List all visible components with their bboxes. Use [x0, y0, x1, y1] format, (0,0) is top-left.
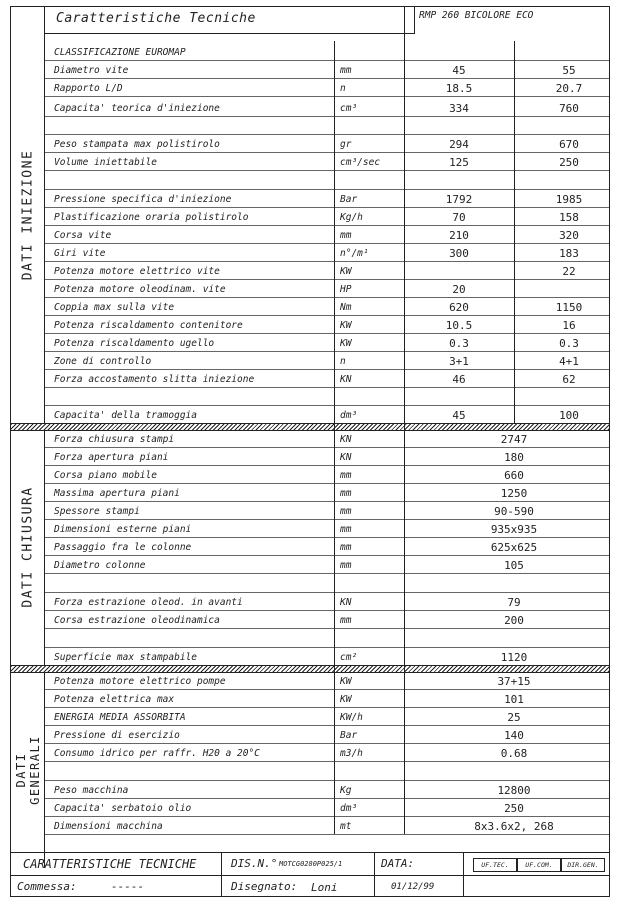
row-label: Capacita' serbatoio olio — [54, 803, 192, 814]
approval-box: UF.TEC. — [473, 858, 517, 872]
row-value-screw-2: 0.3 — [559, 337, 579, 350]
row-value-screw-1: 125 — [449, 156, 469, 169]
row-unit: m3/h — [340, 748, 363, 759]
section-divider — [11, 423, 609, 431]
row-value: 660 — [504, 469, 524, 482]
column-rule — [514, 41, 515, 423]
row-unit: mm — [340, 615, 352, 626]
row-value: 37+15 — [497, 675, 531, 688]
row-value-screw-1: 1792 — [445, 193, 473, 206]
row-label: Capacita' teorica d'iniezione — [54, 103, 220, 114]
row-value: 25 — [507, 711, 521, 724]
table-row — [44, 447, 609, 466]
commessa-value: ----- — [111, 880, 145, 893]
column-rule — [334, 41, 335, 834]
table-row — [44, 483, 609, 502]
row-unit: cm³ — [340, 103, 358, 114]
table-row — [44, 610, 609, 629]
row-label: Pressione specifica d'iniezione — [54, 194, 232, 205]
row-label: Dimensioni macchina — [54, 821, 163, 832]
row-value-screw-2: 100 — [559, 409, 579, 422]
date-label: DATA: — [381, 857, 415, 870]
row-value-screw-2: 16 — [562, 319, 576, 332]
table-row — [44, 725, 609, 744]
table-row — [44, 501, 609, 520]
table-row — [44, 243, 609, 262]
table-row — [44, 405, 609, 424]
table-row — [44, 519, 609, 538]
row-unit: mm — [340, 488, 352, 499]
model-name: RMP 260 BICOLORE ECO — [419, 10, 534, 21]
row-value: 200 — [504, 614, 524, 627]
row-value-screw-1: 45 — [452, 409, 466, 422]
section-divider — [11, 665, 609, 673]
row-label: Diametro colonne — [54, 560, 146, 571]
row-value: 1250 — [500, 487, 528, 500]
row-label: Peso macchina — [54, 785, 129, 796]
row-value: 250 — [504, 802, 524, 815]
row-unit: Kg/h — [340, 212, 363, 223]
row-unit: mm — [340, 560, 352, 571]
row-unit: dm³ — [340, 803, 358, 814]
table-row — [44, 465, 609, 484]
row-value-screw-2: 760 — [559, 102, 579, 115]
row-unit: mm — [340, 230, 352, 241]
row-value: 101 — [504, 693, 524, 706]
row-value-screw-2: 670 — [559, 138, 579, 151]
table-row — [44, 96, 609, 117]
row-value: 8x3.6x2, 268 — [474, 820, 554, 833]
row-value: 140 — [504, 729, 524, 742]
row-value-screw-2: 1985 — [555, 193, 583, 206]
table-row — [44, 816, 609, 835]
row-unit: KW — [340, 266, 352, 277]
row-label: Potenza motore elettrico pompe — [54, 676, 226, 687]
row-unit: n°/m¹ — [340, 248, 369, 259]
row-label: Potenza riscaldamento ugello — [54, 338, 215, 349]
title-box — [44, 7, 415, 34]
row-label: Plastificazione oraria polistirolo — [54, 212, 249, 223]
table-row — [44, 689, 609, 708]
drawn-by-label: Disegnato: — [231, 880, 298, 893]
row-value-screw-2: 62 — [562, 373, 576, 386]
row-label: Corsa vite — [54, 230, 112, 241]
row-label: Pressione di esercizio — [54, 730, 180, 741]
row-value-screw-2: 250 — [559, 156, 579, 169]
table-row — [44, 315, 609, 334]
row-unit: Bar — [340, 730, 358, 741]
row-label: Capacita' della tramoggia — [54, 410, 197, 421]
row-label: Superficie max stampabile — [54, 652, 197, 663]
section-label-clamping: DATI CHIUSURA — [11, 429, 45, 665]
row-label: Potenza motore oleodinam. vite — [54, 284, 226, 295]
row-label: Potenza elettrica max — [54, 694, 175, 705]
table-row — [44, 41, 609, 61]
row-value: 79 — [507, 596, 521, 609]
approval-box: DIR.GEN. — [561, 858, 605, 872]
table-row — [44, 78, 609, 97]
table-row — [44, 780, 609, 799]
row-value-screw-2: 20.7 — [555, 82, 583, 95]
row-value-screw-1: 210 — [449, 229, 469, 242]
drawn-by-value: Loni — [311, 881, 338, 894]
row-unit: dm³ — [340, 410, 358, 421]
row-label: Corsa piano mobile — [54, 470, 157, 481]
row-unit: KN — [340, 597, 352, 608]
row-value-screw-1: 18.5 — [445, 82, 473, 95]
row-label: Forza apertura piani — [54, 452, 169, 463]
row-label: Consumo idrico per raffr. H20 a 20°C — [54, 748, 260, 759]
table-row — [44, 555, 609, 574]
table-row — [44, 189, 609, 208]
row-value: 2747 — [500, 433, 528, 446]
row-value-screw-1: 294 — [449, 138, 469, 151]
row-label: Diametro vite — [54, 65, 129, 76]
row-value: 0.68 — [500, 747, 528, 760]
row-value-screw-2: 183 — [559, 247, 579, 260]
row-label: Rapporto L/D — [54, 83, 123, 94]
row-value-screw-1: 0.3 — [449, 337, 469, 350]
table-row — [44, 761, 609, 781]
row-label: Corsa estrazione oleodinamica — [54, 615, 220, 626]
row-unit: KN — [340, 452, 352, 463]
row-value: 625x625 — [490, 541, 538, 554]
row-label: Coppia max sulla vite — [54, 302, 175, 313]
model-box — [404, 7, 609, 33]
row-value-screw-2: 1150 — [555, 301, 583, 314]
table-row — [44, 207, 609, 226]
row-value: 1120 — [500, 651, 528, 664]
table-row — [44, 387, 609, 406]
row-unit: mm — [340, 542, 352, 553]
row-label: Forza chiusura stampi — [54, 434, 175, 445]
table-row — [44, 671, 609, 690]
table-row — [44, 60, 609, 79]
row-value: 105 — [504, 559, 524, 572]
row-unit: Nm — [340, 302, 352, 313]
row-value-screw-2: 158 — [559, 211, 579, 224]
table-row — [44, 152, 609, 171]
row-value-screw-1: 620 — [449, 301, 469, 314]
row-unit: cm² — [340, 652, 358, 663]
table-row — [44, 707, 609, 726]
table-row — [44, 279, 609, 298]
row-unit: mm — [340, 470, 352, 481]
table-row — [44, 351, 609, 370]
drawing-number-label: DIS.N.° — [231, 857, 278, 870]
row-value-screw-1: 45 — [452, 64, 466, 77]
row-label: Dimensioni esterne piani — [54, 524, 192, 535]
row-label: Peso stampata max polistirolo — [54, 139, 220, 150]
table-row — [44, 225, 609, 244]
row-unit: mm — [340, 524, 352, 535]
row-value-screw-1: 70 — [452, 211, 466, 224]
row-unit: HP — [340, 284, 352, 295]
row-unit: n — [340, 356, 346, 367]
row-value-screw-1: 300 — [449, 247, 469, 260]
row-unit: mt — [340, 821, 352, 832]
row-unit: KN — [340, 434, 352, 445]
table-row — [44, 573, 609, 593]
table-row — [44, 261, 609, 280]
table-row — [44, 537, 609, 556]
row-label: Volume iniettabile — [54, 157, 157, 168]
row-unit: n — [340, 83, 346, 94]
drawing-number: MOTCG0280P025/1 — [279, 860, 343, 868]
table-row — [44, 333, 609, 352]
table-row — [44, 592, 609, 611]
sheet-title: Caratteristiche Tecniche — [56, 11, 256, 26]
table-row — [44, 170, 609, 190]
row-label: CLASSIFICAZIONE EUROMAP — [54, 47, 186, 58]
column-rule — [404, 7, 405, 834]
row-unit: KW — [340, 676, 352, 687]
row-label: Potenza motore elettrico vite — [54, 266, 220, 277]
table-row — [44, 429, 609, 448]
row-label: Passaggio fra le colonne — [54, 542, 192, 553]
row-value-screw-2: 320 — [559, 229, 579, 242]
table-row — [44, 798, 609, 817]
row-unit: mm — [340, 506, 352, 517]
row-value: 12800 — [497, 784, 531, 797]
table-row — [44, 628, 609, 648]
row-unit: KW — [340, 320, 352, 331]
row-unit: Bar — [340, 194, 358, 205]
row-unit: KN — [340, 374, 352, 385]
row-value: 180 — [504, 451, 524, 464]
row-label: Giri vite — [54, 248, 106, 259]
table-row — [44, 743, 609, 762]
row-value-screw-2: 4+1 — [559, 355, 579, 368]
table-row — [44, 134, 609, 153]
row-value-screw-1: 3+1 — [449, 355, 469, 368]
drawing-date: 01/12/99 — [391, 882, 435, 892]
row-unit: mm — [340, 65, 352, 76]
commessa-label: Commessa: — [17, 880, 77, 893]
row-value-screw-1: 20 — [452, 283, 466, 296]
row-unit: KW/h — [340, 712, 363, 723]
row-value-screw-2: 22 — [562, 265, 576, 278]
row-label: Spessore stampi — [54, 506, 140, 517]
row-unit: KW — [340, 338, 352, 349]
row-label: Potenza riscaldamento contenitore — [54, 320, 243, 331]
table-row — [44, 647, 609, 666]
row-value: 90-590 — [494, 505, 534, 518]
row-value: 935x935 — [490, 523, 538, 536]
section-label-injection: DATI INIEZIONE — [11, 7, 45, 423]
approval-box: UF.COM. — [517, 858, 561, 872]
row-unit: KW — [340, 694, 352, 705]
row-value-screw-2: 55 — [562, 64, 576, 77]
title-block — [11, 852, 609, 897]
row-unit: Kg — [340, 785, 352, 796]
row-label: Zone di controllo — [54, 356, 152, 367]
table-row — [44, 297, 609, 316]
table-row — [44, 116, 609, 135]
footer-title: CARATTERISTICHE TECNICHE — [23, 857, 197, 871]
section-label-general: DATI GENERALI — [11, 671, 45, 868]
row-unit: cm³/sec — [340, 157, 381, 168]
table-row — [44, 369, 609, 388]
row-value-screw-1: 46 — [452, 373, 466, 386]
spec-sheet — [10, 6, 610, 897]
row-label: Forza accostamento slitta iniezione — [54, 374, 255, 385]
row-label: Massima apertura piani — [54, 488, 180, 499]
row-label: ENERGIA MEDIA ASSORBITA — [54, 712, 186, 723]
row-label: Forza estrazione oleod. in avanti — [54, 597, 243, 608]
row-value-screw-1: 334 — [449, 102, 469, 115]
row-value-screw-1: 10.5 — [445, 319, 473, 332]
row-unit: gr — [340, 139, 352, 150]
